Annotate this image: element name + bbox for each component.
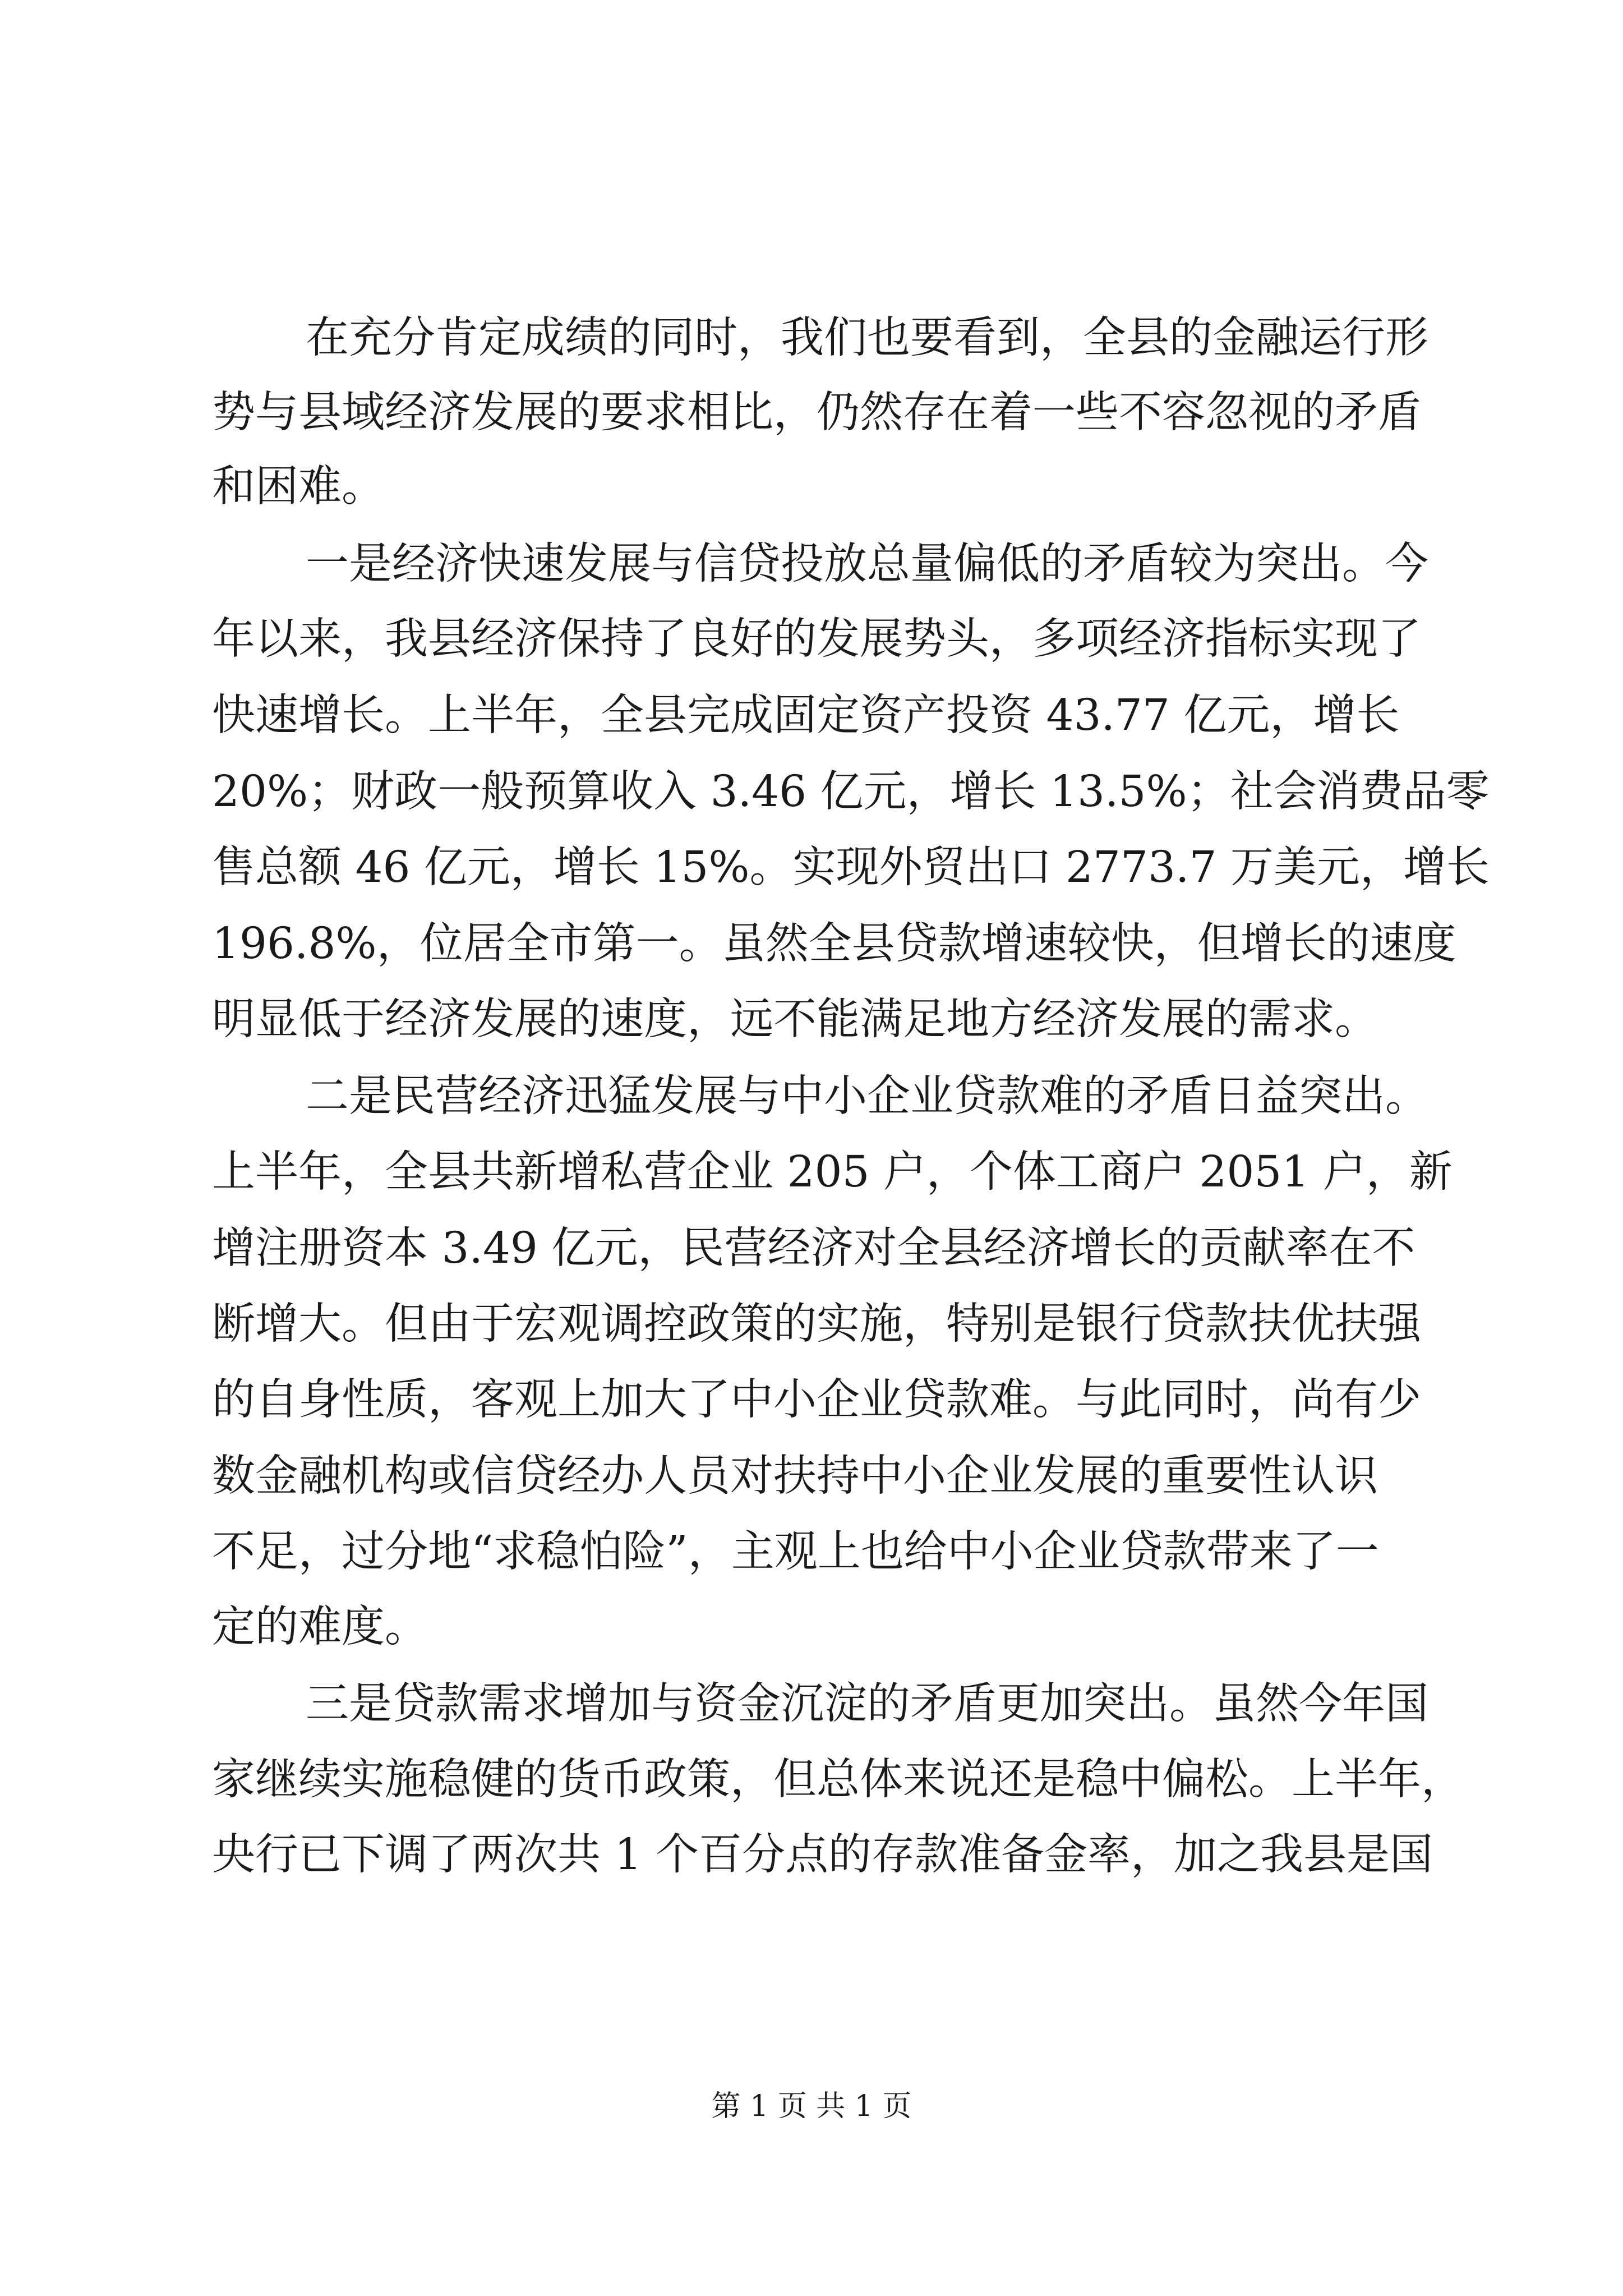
paragraph-line: 196.8%，位居全市第一。虽然全县贷款增速较快，但增长的速度 [212,919,1456,969]
paragraph-line: 势与县域经济发展的要求相比，仍然存在着一些不容忽视的矛盾 [212,388,1421,438]
paragraph-line: 在充分肯定成绩的同时，我们也要看到，全县的金融运行形 [306,313,1428,363]
paragraph-line: 上半年，全县共新增私营企业 205 户，个体工商户 2051 户，新 [212,1147,1453,1197]
paragraph-line: 数金融机构或信贷经办人员对扶持中小企业发展的重要性认识 [212,1451,1378,1501]
paragraph-line: 家继续实施稳健的货币政策，但总体来说还是稳中偏松。上半年， [212,1755,1464,1805]
paragraph-line: 年以来，我县经济保持了良好的发展势头，多项经济指标实现了 [212,614,1421,664]
paragraph-line: 售总额 46 亿元，增长 15%。实现外贸出口 2773.7 万美元，增长 [212,843,1490,892]
paragraph-line: 央行已下调了两次共 1 个百分点的存款准备金率，加之我县是国 [212,1830,1433,1880]
paragraph-line: 20%；财政一般预算收入 3.46 亿元，增长 13.5%；社会消费品零 [212,767,1490,817]
paragraph-line: 增注册资本 3.49 亿元，民营经济对全县经济增长的贡献率在不 [212,1223,1415,1273]
page-footer: 第 1 页 共 1 页 [711,2090,912,2123]
paragraph-line: 断增大。但由于宏观调控政策的实施，特别是银行贷款扶优扶强 [212,1299,1421,1349]
paragraph-line: 快速增长。上半年，全县完成固定资产投资 43.77 亿元，增长 [212,691,1400,740]
paragraph-line: 不足，过分地“求稳怕险”，主观上也给中小企业贷款带来了一 [212,1527,1379,1577]
paragraph-line: 一是经济快速发展与信贷投放总量偏低的矛盾较为突出。今 [306,539,1428,589]
paragraph-line: 和困难。 [212,462,385,512]
paragraph-line: 定的难度。 [212,1602,428,1652]
paragraph-line: 明显低于经济发展的速度，远不能满足地方经济发展的需求。 [212,995,1378,1045]
paragraph-line: 二是民营经济迅猛发展与中小企业贷款难的矛盾日益突出。 [306,1071,1428,1121]
paragraph-line: 的自身性质，客观上加大了中小企业贷款难。与此同时，尚有少 [212,1375,1421,1425]
paragraph-line: 三是贷款需求增加与资金沉淀的矛盾更加突出。虽然今年国 [306,1679,1428,1729]
